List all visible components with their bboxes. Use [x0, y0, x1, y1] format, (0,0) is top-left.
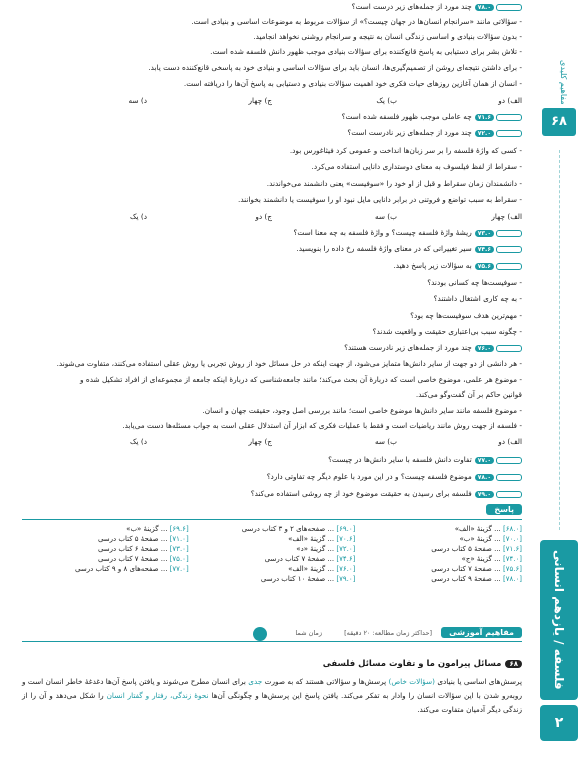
- statement: - بدون سؤالات بنیادی و اساسی زندگی انسان به نتیجه و سرانجام روشنی نخواهد انجامید.: [253, 32, 522, 41]
- statement: - فلسفه از جهت روش مانند ریاضیات است و فقط با عملیات فکری که ابزار آن استدلال عقلی است به جواب مسئله‌ها دست می‌یابد.: [122, 421, 522, 430]
- section-number: ۶۸: [505, 660, 522, 668]
- question: [22, 455, 522, 464]
- option[interactable]: د) سه: [128, 96, 147, 105]
- answer-item: [۶۹.۶] ... گزینهٔ «ب»: [126, 525, 189, 533]
- answer-item: [۷۱.۶] ... صفحهٔ ۵ کتاب درسی: [431, 545, 522, 553]
- answer-item: [۷۹.۰] ... صفحهٔ ۱۰ کتاب درسی: [260, 575, 356, 583]
- page-number: ۶۸: [542, 108, 576, 136]
- question: [22, 343, 522, 352]
- statement: - سوفیست‌ها چه کسانی بودند؟: [427, 278, 522, 287]
- progress-bar-icon: [496, 491, 522, 498]
- question-text: به سؤالات زیر پاسخ دهید.: [393, 261, 472, 270]
- answer-item: [۷۵.۶] ... صفحهٔ ۷ کتاب درسی: [431, 565, 522, 573]
- option[interactable]: ب) سه: [374, 212, 397, 221]
- answer-item: [۷۱.۰] ... صفحهٔ ۵ کتاب درسی: [97, 535, 189, 543]
- option[interactable]: ب) سه: [374, 437, 397, 446]
- section-heading: [22, 659, 522, 669]
- question-text: تفاوت دانش فلسفه با سایر دانش‌ها در چیست؟: [328, 455, 472, 464]
- subject-label: فلسفه / یازدهم انسانی: [540, 540, 578, 700]
- progress-bar-icon: [496, 345, 522, 352]
- statement: - مهم‌ترین هدف سوفیست‌ها چه بود؟: [410, 311, 522, 320]
- concept-bar: [22, 627, 522, 642]
- question-number: ۷۵.۶: [475, 263, 494, 270]
- question-number: ۷۴.۶: [475, 246, 494, 253]
- options-row: [22, 437, 522, 446]
- statement: - موضوع فلسفه مانند سایر دانش‌ها موضوع خاصی است؛ مانند بررسی اصل وجود، حقیقت جهان و انسان.: [202, 406, 522, 415]
- question-number: ۷۱.۶: [475, 114, 494, 121]
- answer-item: [۷۳.۰] ... صفحهٔ ۶ کتاب درسی: [97, 545, 189, 553]
- answer-item: [۶۸.۰] ... گزینهٔ «الف»: [454, 525, 522, 533]
- question: [22, 261, 522, 270]
- option[interactable]: د) یک: [130, 212, 147, 221]
- question-number: ۷۳.۰: [475, 230, 494, 237]
- progress-bar-icon: [496, 246, 522, 253]
- option[interactable]: ب) یک: [376, 96, 397, 105]
- progress-bar-icon: [496, 230, 522, 237]
- answer-item: [۷۴.۶] ... صفحهٔ ۷ کتاب درسی: [264, 555, 356, 563]
- answers-heading: [22, 505, 522, 520]
- clock-icon: [253, 627, 267, 641]
- question-text: موضوع فلسفه چیست؟ و در این مورد با علوم دیگر چه تفاوتی دارد؟: [266, 472, 472, 481]
- statement: - کسی که واژهٔ فلسفه را بر سر زبان‌ها انداخت و عمومی کرد فیثاغورس بود.: [289, 146, 522, 155]
- question-text: چند مورد از جمله‌های زیر درست است؟: [351, 2, 472, 11]
- answer-item: [۷۵.۰] ... صفحهٔ ۷ کتاب درسی: [97, 555, 189, 563]
- answer-item: [22, 575, 189, 583]
- question: [22, 472, 522, 481]
- question-number: ۷۹.۰: [475, 491, 494, 498]
- side-band: [536, 0, 582, 768]
- question-text: ریشهٔ واژهٔ فلسفه چیست؟ و واژهٔ فلسفه به چه معنا است؟: [293, 228, 472, 237]
- chapter-number: ۲: [540, 705, 578, 741]
- option[interactable]: الف) دو: [498, 96, 522, 105]
- statement: - برای داشتن نتیجه‌ای روشن از تصمیم‌گیری‌ها، انسان باید برای سؤالات اساسی و بنیادی خود به پاسخی قانع‌کننده دست یابد.: [148, 63, 522, 72]
- question-text: فلسفه برای رسیدن به حقیقت موضوع خود از چه روشی استفاده می‌کند؟: [250, 489, 472, 498]
- answers-title: پاسخ: [486, 504, 522, 515]
- question-number: ۷۲.۰: [475, 130, 494, 137]
- question: [22, 228, 522, 237]
- section-paragraph: پرسش‌های اساسی یا بنیادی (سؤالات خاص) پرسش‌ها و سؤالاتی هستند که به صورت جدی برای انسان مطرح می‌شوند و یافتن پاسخ آن‌ها دغدغهٔ خاطر انسان است و روبه‌رو شدن با این سؤالات انسان را وادار به تفکر می‌کند. یافتن پاسخ این پرسش‌ها و چگونگی آن‌ها نحوهٔ زندگی، رفتار و گفتار انسان را شکل می‌دهد و آن را از زندگی دیگر آدمیان متفاوت می‌کند.: [22, 677, 522, 714]
- statement: - انسان از همان آغازین روزهای حیات فکری خود اهمیت سؤالات بنیادی و دستیابی به پاسخ آن‌ها را دریافته است.: [183, 79, 522, 88]
- question-text: چند مورد از جمله‌های زیر نادرست است؟: [347, 128, 472, 137]
- question-text: چه عاملی موجب ظهور فلسفه شده است؟: [341, 112, 472, 121]
- question-number: ۷۷.۰: [475, 457, 494, 464]
- question: [22, 112, 522, 121]
- option[interactable]: ج) چهار: [248, 96, 272, 105]
- question: [22, 489, 522, 498]
- question-number: ۷۸.۰: [475, 4, 494, 11]
- question-number: ۷۸.۰: [475, 474, 494, 481]
- option[interactable]: الف) چهار: [491, 212, 522, 221]
- side-tab-label: مفاهیم کلیدی: [559, 60, 568, 105]
- statement: - سقراط به سبب تواضع و فروتنی در برابر دانایی مایل نبود او را سوفیست یا دانشمند بخوانند.: [238, 195, 522, 204]
- statement: - موضوع هر علمی، موضوع خاصی است که دربارهٔ آن بحث می‌کند؛ مانند جامعه‌شناسی که دربارهٔ اینکه جامعه از مجموعه‌ای از افراد تشکیل شده و: [80, 375, 522, 384]
- answer-item: [۶۹.۰] ... صفحه‌های ۲ و ۳ کتاب درسی: [241, 525, 356, 533]
- statement: - چگونه سبب بی‌اعتباری حقیقت و واقعیت شدند؟: [372, 327, 522, 336]
- progress-bar-icon: [496, 130, 522, 137]
- section-title: مسائل پیرامون ما و تفاوت مسائل فلسفی: [322, 659, 502, 669]
- question: [22, 2, 522, 11]
- progress-bar-icon: [496, 457, 522, 464]
- option[interactable]: الف) دو: [498, 437, 522, 446]
- answer-item: [۷۸.۰] ... صفحهٔ ۹ کتاب درسی: [431, 575, 522, 583]
- question-text: چند مورد از جمله‌های زیر نادرست هستند؟: [344, 343, 472, 352]
- question-text: سیر تغییراتی که در معنای واژهٔ فلسفه رخ داده را بنویسید.: [296, 244, 472, 253]
- answers-grid: [22, 525, 522, 583]
- answer-item: [۷۴.۰] ... گزینهٔ «ج»: [461, 555, 522, 563]
- statement: قوانین حاکم بر آن گفت‌وگو می‌کند.: [415, 390, 522, 399]
- statement: - سقراط از لفظ فیلسوف به معنای دوستداری دانایی استفاده می‌کرد.: [311, 162, 522, 171]
- option[interactable]: ج) چهار: [248, 437, 272, 446]
- statement: - به چه کاری اشتغال داشتند؟: [433, 294, 522, 303]
- progress-bar-icon: [496, 114, 522, 121]
- answer-item: [۷۰.۰] ... گزینهٔ «ب»: [459, 535, 522, 543]
- statement: - هر دانشی از دو جهت از سایر دانش‌ها متمایز می‌شود، از جهت اینکه در حل مسائل خود از روش تجربی یا روش عقلی استفاده می‌کنند، متفاوت می‌شوند.: [56, 359, 522, 368]
- options-row: [22, 212, 522, 221]
- question: [22, 244, 522, 253]
- progress-bar-icon: [496, 474, 522, 481]
- side-divider: [559, 150, 560, 530]
- statement: - سؤالاتی مانند «سرانجام انسان‌ها در جهان چیست؟» از سؤالات مربوط به موضوعات اساسی و بنیادی است.: [191, 17, 522, 26]
- question: [22, 128, 522, 137]
- statement: - تلاش بشر برای دستیابی به پاسخ قانع‌کننده برای سؤالات بنیادی موجب ظهور دانش فلسفه شده است.: [210, 47, 522, 56]
- option[interactable]: د) یک: [130, 437, 147, 446]
- answer-item: [۷۲.۰] ... گزینهٔ «د»: [296, 545, 356, 553]
- progress-bar-icon: [496, 263, 522, 270]
- answer-item: [۷۶.۰] ... گزینهٔ «الف»: [288, 565, 356, 573]
- option[interactable]: ج) دو: [255, 212, 272, 221]
- time-badge: زمان شما: [295, 629, 322, 637]
- concept-title: مفاهیم آموزشی: [441, 627, 522, 638]
- answer-item: [۷۷.۰] ... صفحه‌های ۸ و ۹ کتاب درسی: [75, 565, 189, 573]
- statement: - دانشمندان زمان سقراط و قبل از او خود را «سوفیست» یعنی دانشمند می‌خواندند.: [266, 179, 522, 188]
- progress-bar-icon: [496, 4, 522, 11]
- study-time-note: [حداکثر زمان مطالعه: ۲۰ دقیقه]: [344, 629, 432, 637]
- question-number: ۷۶.۰: [475, 345, 494, 352]
- answer-item: [۷۰.۶] ... گزینهٔ «الف»: [288, 535, 356, 543]
- options-row: [22, 96, 522, 105]
